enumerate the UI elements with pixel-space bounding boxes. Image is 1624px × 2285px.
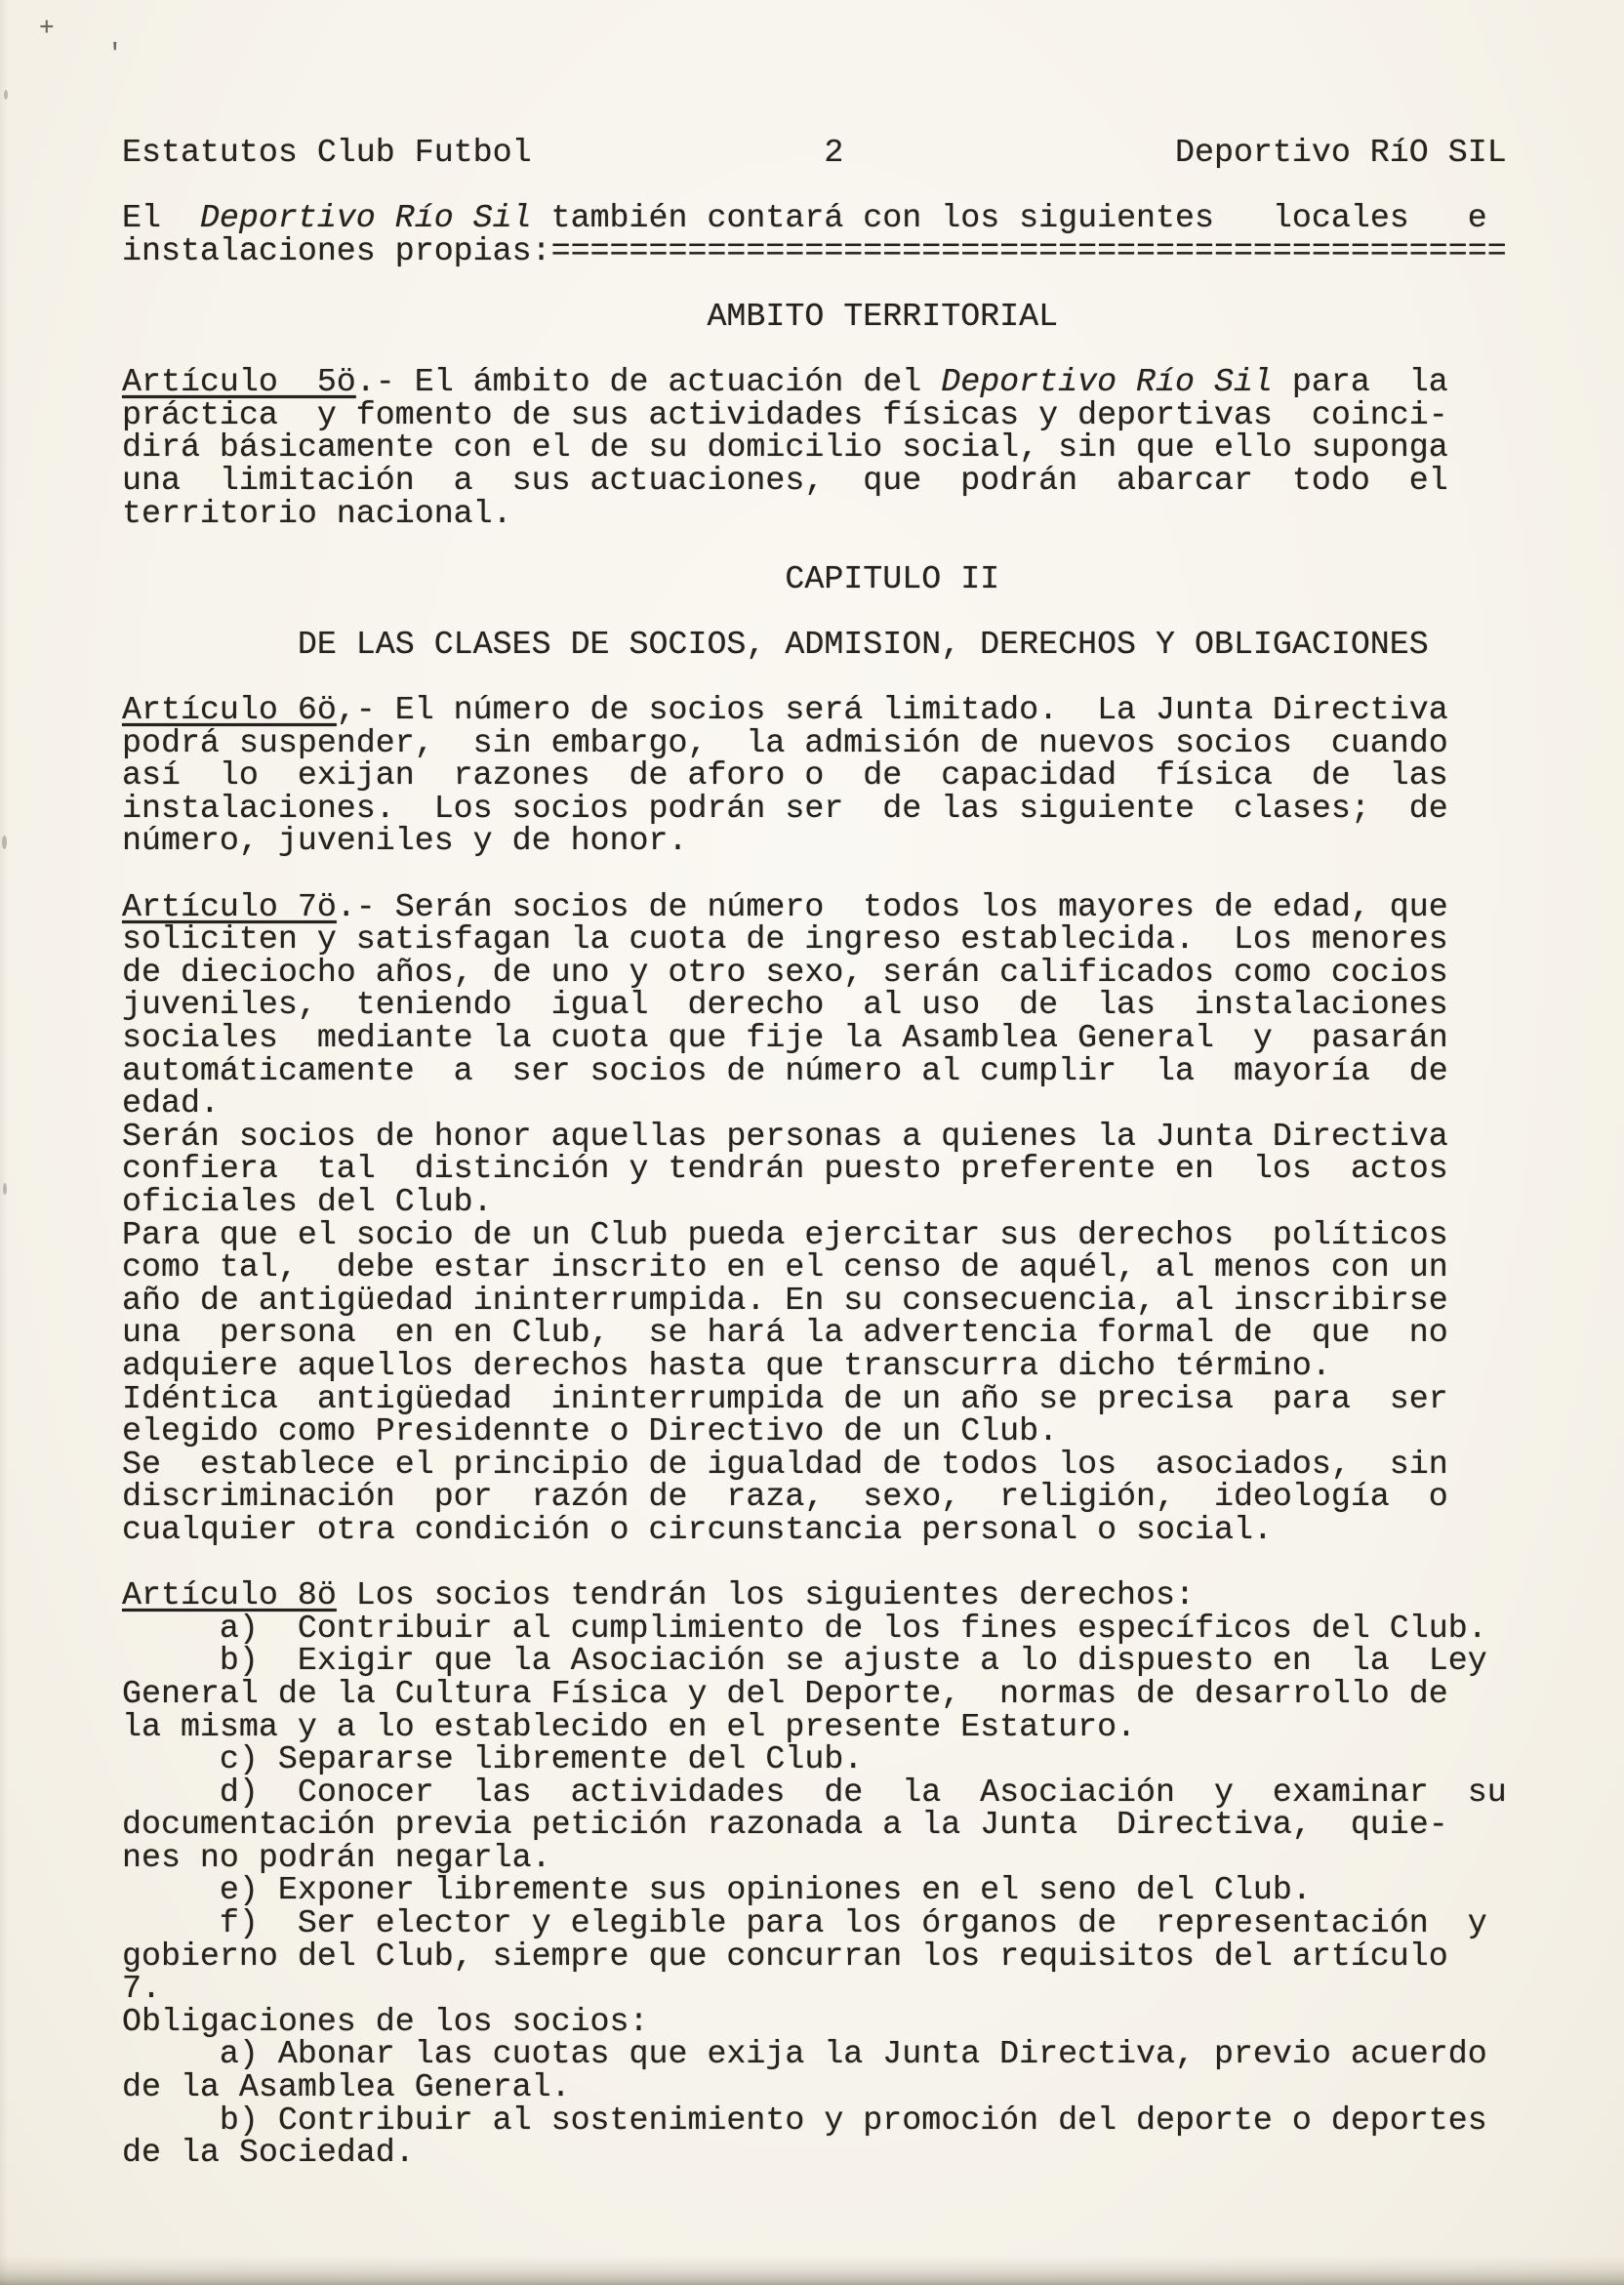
doc-text: elegido como Presidennte o Directivo de un Club.: [122, 1412, 1059, 1450]
doc-line: [122, 789, 1507, 827]
doc-line: [122, 1215, 1507, 1253]
doc-line: [122, 625, 1507, 663]
doc-line: [122, 494, 1507, 532]
doc-text: de la Sociedad.: [122, 2134, 415, 2172]
doc-text: para la: [1272, 363, 1448, 401]
doc-text: ,- El número de socios será limitado. La Junta Directiva: [336, 691, 1448, 729]
doc-line: [122, 1838, 1507, 1876]
doc-line: [122, 1150, 1507, 1188]
doc-text: dirá básicamente con el de su domicilio social, sin que ello suponga: [122, 428, 1448, 467]
doc-text: Idéntica antigüedad ininterrumpida de un año se precisa para ser: [122, 1379, 1448, 1417]
doc-line: [122, 530, 1507, 563]
doc-text: como tal, debe estar inscrito en el censo de aquél, al menos con un: [122, 1248, 1448, 1286]
doc-line: [122, 363, 1507, 401]
doc-text-italic: Deportivo Río Sil: [941, 363, 1273, 401]
doc-line: [122, 1183, 1507, 1220]
doc-line: [122, 887, 1507, 925]
doc-line: [122, 1346, 1507, 1384]
scan-left-edge-shadow: [0, 0, 8, 2285]
doc-text: soliciten y satisfagan la cuota de ingreso establecida. Los menores: [122, 920, 1448, 959]
doc-text: c) Separarse libremente del Club.: [122, 1740, 864, 1778]
doc-line: [122, 1379, 1507, 1417]
doc-line: [122, 1707, 1507, 1745]
doc-text: .- Serán socios de número todos los mayores de edad, que: [336, 887, 1448, 925]
doc-text: b) Contribuir al sostenimiento y promoción del deporte o deportes: [122, 2101, 1487, 2139]
doc-line: [122, 231, 1507, 269]
doc-line: [122, 334, 1507, 367]
doc-text: también contará con los siguientes locales e: [531, 199, 1487, 237]
doc-line: [122, 1445, 1507, 1483]
doc-line: [122, 170, 1507, 203]
doc-heading-underlined: Artículo 5ö: [122, 363, 356, 401]
doc-line: [122, 1740, 1507, 1778]
doc-text: Se establece el principio de igualdad de todos los asociados, sin: [122, 1445, 1448, 1483]
doc-text: práctica y fomento de sus actividades físicas y deportivas coinci-: [122, 395, 1448, 433]
doc-text: CAPITULO II: [122, 559, 1000, 597]
doc-text: edad.: [122, 1084, 220, 1122]
document-body: [122, 134, 1507, 2172]
doc-line: [122, 1609, 1507, 1647]
doc-line: [122, 953, 1507, 991]
doc-text: gobierno del Club, siempre que concurran los requisitos del artículo: [122, 1937, 1448, 1975]
doc-text: así lo exijan razones de aforo o de capacidad física de las: [122, 756, 1448, 795]
doc-line: [122, 2068, 1507, 2106]
doc-line: [122, 858, 1507, 891]
doc-text: año de antigüedad ininterrumpida. En su consecuencia, al inscribirse: [122, 1281, 1448, 1319]
doc-line: [122, 1478, 1507, 1516]
scan-speck: [2, 836, 7, 849]
doc-line: [122, 723, 1507, 761]
scan-artifact-mark: ': [107, 39, 123, 68]
doc-line: [122, 559, 1507, 597]
doc-text: de dieciocho años, de uno y otro sexo, serán calificados como cocios: [122, 953, 1448, 991]
doc-text: El: [122, 199, 200, 237]
doc-text: Obligaciones de los socios:: [122, 2002, 649, 2040]
doc-text: Estatutos Club Futbol 2 Deportivo RíO SIL: [122, 134, 1507, 171]
doc-line: [122, 2002, 1507, 2040]
doc-line: [122, 986, 1507, 1024]
doc-line: [122, 1019, 1507, 1057]
scan-bottom-edge: [0, 2256, 1624, 2285]
doc-text: oficiales del Club.: [122, 1183, 493, 1220]
doc-line: [122, 1084, 1507, 1122]
doc-line: [122, 2101, 1507, 2139]
doc-line: [122, 1281, 1507, 1319]
doc-line: [122, 2035, 1507, 2073]
doc-heading-underlined: Artículo 7ö: [122, 887, 337, 925]
doc-text: nes no podrán negarla.: [122, 1838, 551, 1876]
doc-text-italic: Deportivo Río Sil: [199, 199, 532, 237]
doc-line: [122, 1117, 1507, 1155]
doc-text: de la Asamblea General.: [122, 2068, 571, 2106]
doc-line: [122, 2134, 1507, 2172]
doc-line: [122, 1871, 1507, 1909]
doc-line: [122, 297, 1507, 335]
doc-line: [122, 822, 1507, 860]
doc-text: Serán socios de honor aquellas personas a quienes la Junta Directiva: [122, 1117, 1448, 1155]
doc-text: e) Exponer libremente sus opiniones en el seno del Club.: [122, 1871, 1312, 1909]
doc-line: [122, 395, 1507, 433]
doc-line: [122, 1576, 1507, 1614]
doc-text: f) Ser elector y elegible para los órganos de representación y: [122, 1904, 1487, 1942]
doc-text: Los socios tendrán los siguientes derechos:: [336, 1576, 1195, 1614]
doc-line: [122, 1970, 1507, 2008]
doc-line: [122, 756, 1507, 795]
doc-line: [122, 267, 1507, 301]
doc-line: [122, 1051, 1507, 1089]
doc-line: [122, 1248, 1507, 1286]
doc-text: podrá suspender, sin embargo, la admisión de nuevos socios cuando: [122, 723, 1448, 761]
doc-line: [122, 1412, 1507, 1450]
doc-text: territorio nacional.: [122, 494, 512, 532]
doc-text: adquiere aquellos derechos hasta que transcurra dicho término.: [122, 1346, 1331, 1384]
scan-artifact-mark: +: [39, 14, 55, 43]
doc-line: [122, 1674, 1507, 1712]
doc-text: a) Contribuir al cumplimiento de los fines específicos del Club.: [122, 1609, 1487, 1647]
doc-text: instalaciones. Los socios podrán ser de las siguiente clases; de: [122, 789, 1448, 827]
doc-text: instalaciones propias:=================================================: [122, 231, 1507, 269]
doc-text: Para que el socio de un Club pueda ejercitar sus derechos políticos: [122, 1215, 1448, 1253]
doc-line: [122, 199, 1507, 237]
doc-text: la misma y a lo establecido en el presente Estaturo.: [122, 1707, 1137, 1745]
doc-line: [122, 461, 1507, 499]
doc-text: b) Exigir que la Asociación se ajuste a lo dispuesto en la Ley: [122, 1642, 1487, 1680]
doc-line: [122, 920, 1507, 959]
doc-line: [122, 1937, 1507, 1975]
doc-text: a) Abonar las cuotas que exija la Junta Directiva, previo acuerdo: [122, 2035, 1487, 2073]
doc-text: General de la Cultura Física y del Deporte, normas de desarrollo de: [122, 1674, 1448, 1712]
doc-text: DE LAS CLASES DE SOCIOS, ADMISION, DERECHOS Y OBLIGACIONES: [122, 625, 1429, 663]
scan-speck: [4, 90, 8, 100]
doc-line: [122, 595, 1507, 629]
doc-text: una persona en en Club, se hará la advertencia formal de que no: [122, 1314, 1448, 1352]
doc-heading-underlined: Artículo 6ö: [122, 691, 337, 729]
doc-line: [122, 662, 1507, 695]
doc-line: [122, 1314, 1507, 1352]
doc-line: [122, 1904, 1507, 1942]
doc-text: número, juveniles y de honor.: [122, 822, 688, 860]
doc-text: 7.: [122, 1970, 161, 2008]
doc-line: [122, 1547, 1507, 1580]
doc-line: [122, 1510, 1507, 1548]
doc-text: confiera tal distinción y tendrán puesto preferente en los actos: [122, 1150, 1448, 1188]
doc-line: [122, 134, 1507, 171]
doc-line: [122, 691, 1507, 729]
doc-text: documentación previa petición razonada a la Junta Directiva, quie-: [122, 1806, 1448, 1844]
doc-text: d) Conocer las actividades de la Asociación y examinar su: [122, 1773, 1507, 1811]
doc-text: AMBITO TERRITORIAL: [122, 297, 1059, 335]
doc-text: discriminación por razón de raza, sexo, religión, ideología o: [122, 1478, 1448, 1516]
doc-heading-underlined: Artículo 8ö: [122, 1576, 337, 1614]
doc-text: .- El ámbito de actuación del: [355, 363, 942, 401]
doc-text: automáticamente a ser socios de número al cumplir la mayoría de: [122, 1051, 1448, 1089]
doc-line: [122, 1642, 1507, 1680]
doc-text: juveniles, teniendo igual derecho al uso de las instalaciones: [122, 986, 1448, 1024]
doc-text: sociales mediante la cuota que fije la Asamblea General y pasarán: [122, 1019, 1448, 1057]
doc-line: [122, 428, 1507, 467]
scan-speck: [3, 1183, 7, 1195]
doc-text: cualquier otra condición o circunstancia personal o social.: [122, 1510, 1273, 1548]
doc-text: una limitación a sus actuaciones, que podrán abarcar todo el: [122, 461, 1448, 499]
doc-line: [122, 1806, 1507, 1844]
doc-line: [122, 1773, 1507, 1811]
